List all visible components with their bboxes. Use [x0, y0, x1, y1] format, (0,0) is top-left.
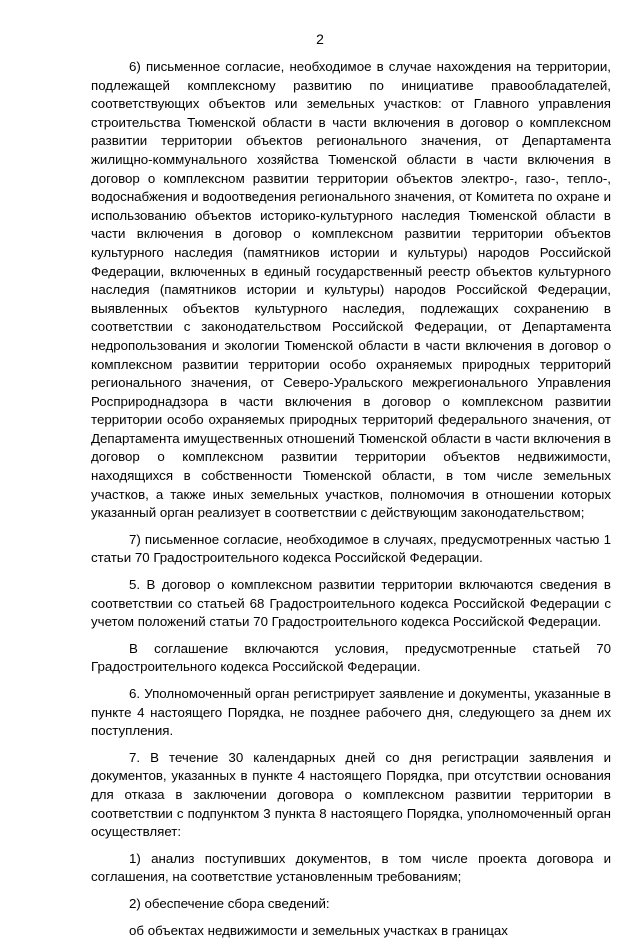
paragraph-subitem-1: 1) анализ поступивших документов, в том числе проекта договора и соглашения, на соответствие установленным требованиям;: [91, 850, 611, 885]
paragraph-section-5: 5. В договор о комплексном развитии территории включаются сведения в соответствии со статьей 68 Градостроительного кодекса Российской Федерации с учетом положений статьи 70 Градостроительного кодекса Российской Федерации.: [91, 577, 611, 630]
paragraph-real-estate: об объектах недвижимости и земельных участках в границах: [129, 922, 508, 938]
document-body: [91, 58, 611, 948]
paragraph-item-7: 7) письменное согласие, необходимое в случаях, предусмотренных частью 1 статьи 70 Градостроительного кодекса Российской Федерации.: [91, 531, 611, 566]
paragraph-agreement-conditions: В соглашение включаются условия, предусмотренные статьей 70 Градостроительного кодекса Российской Федерации.: [91, 640, 611, 675]
paragraph-item-6: 6) письменное согласие, необходимое в случае нахождения на территории, подлежащей комплексному развитию по инициативе правообладателей, соответствующих объектов или земельных участков: от Главного управления строительства Тюменской области в части включения в договор о комплексном развитии территории объектов регионального значения, от Департамента жилищно-коммунального хозяйства Тюменской области в части включения в договор о комплексном развитии территории объектов электро-, газо-, тепло-, водоснабжения и водоотведения регионального значения, от Комитета по охране и использованию объектов историко-культурного наследия Тюменской области в части включения в договор о комплексном развитии территории объектов культурного наследия (памятников истории и культуры) народов Российской Федерации, включенных в единый государственный реестр объектов культурного наследия (памятников истории и культуры) народов Российской Федерации, выявленных объектов культурного наследия, подлежащих сохранению в соответствии с законодательством Российской Федерации, от Департамента недропользования и экологии Тюменской области в части включения в договор о комплексном развитии территории особо охраняемых природных территорий регионального значения, от Северо-Уральского межрегионального Управления Росприроднадзора в части включения в договор о комплексном развитии территории особо охраняемых природных территорий федерального значения, от Департамента имущественных отношений Тюменской области в части включения в договор о комплексном развитии территории объектов недвижимости, находящихся в собственности Тюменской области, в том числе земельных участков, а также иных земельных участков, полномочия в отношении которых указанный орган реализует в соответствии с действующим законодательством;: [91, 59, 611, 521]
paragraph-section-6: 6. Уполномоченный орган регистрирует заявление и документы, указанные в пункте 4 настоящего Порядка, не позднее рабочего дня, следующего за днем их поступления.: [91, 686, 611, 739]
paragraph-section-7: 7. В течение 30 календарных дней со дня регистрации заявления и документов, указанных в пункте 4 настоящего Порядка, при отсутствии основания для отказа в заключении договора о комплексном развитии территории в соответствии с подпунктом 3 пункта 8 настоящего Порядка, уполномоченный орган осуществляет:: [91, 749, 611, 840]
paragraph-subitem-2: 2) обеспечение сбора сведений:: [129, 895, 330, 911]
page-number: 2: [316, 31, 324, 47]
